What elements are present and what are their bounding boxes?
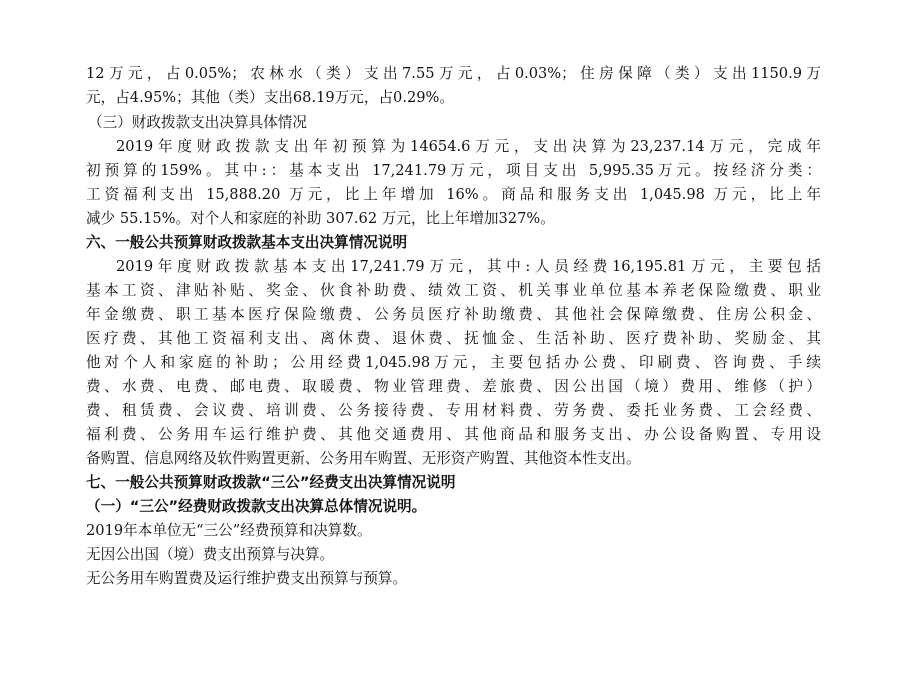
paragraph-line: 无因公出国（境）费支出预算与决算。: [86, 546, 335, 563]
paragraph-line: 年金缴费、职工基本医疗保险缴费、公务员医疗补助缴费、其他社会保障缴费、住房公积金、: [86, 306, 821, 323]
paragraph-line: 费、水费、电费、邮电费、取暖费、物业管理费、差旅费、因公出国（境）费用、维修（护）: [86, 378, 821, 395]
paragraph-line: 医疗费、其他工资福利支出、离休费、退休费、抚恤金、生活补助、医疗费补助、奖励金、其: [86, 330, 821, 347]
paragraph-line: 初预算的159%。其中:：基本支出 17,241.79万元，项目支出 5,995.35万元。按经济分类：: [86, 162, 821, 179]
paragraph-line: 基本工资、津贴补贴、奖金、伙食补助费、绩效工资、机关事业单位基本养老保险缴费、职业: [86, 282, 821, 299]
paragraph-line: 减少 55.15%。对个人和家庭的补助 307.62 万元，比上年增加327%。: [86, 210, 555, 227]
paragraph-line: 2019年本单位无“三公”经费预算和决算数。: [86, 522, 372, 539]
subsection-heading: （三）财政拨款支出决算具体情况: [88, 114, 307, 131]
paragraph-line: 费、租赁费、会议费、培训费、公务接待费、专用材料费、劳务费、委托业务费、工会经费、: [86, 402, 821, 419]
paragraph-line: 工资福利支出 15,888.20 万元，比上年增加 16%。商品和服务支出 1,045.98 万元，比上年: [86, 186, 821, 203]
paragraph-line: 元，占4.95%；其他（类）支出68.19万元，占0.29%。: [86, 89, 455, 106]
paragraph-line: 2019年度财政拨款支出年初预算为14654.6万元，支出决算为23,237.14万元，完成年: [116, 138, 821, 155]
subsection-heading-bold: （一）“三公”经费财政拨款支出决算总体情况说明。: [86, 498, 427, 515]
paragraph-line: 12万元，占0.05%；农林水（类）支出7.55万元，占0.03%；住房保障（类）支出1150.9万: [86, 65, 821, 82]
section-heading-six: 六、一般公共预算财政拨款基本支出决算情况说明: [86, 234, 408, 251]
section-heading-seven: 七、一般公共预算财政拨款“三公”经费支出决算情况说明: [86, 474, 456, 491]
paragraph-line: 福利费、公务用车运行维护费、其他交通费用、其他商品和服务支出、办公设备购置、专用设: [86, 426, 821, 443]
paragraph-line: 无公务用车购置费及运行维护费支出预算与预算。: [86, 570, 408, 587]
paragraph-line: 2019年度财政拨款基本支出17,241.79万元，其中:人员经费16,195.81万元，主要包括: [116, 258, 821, 275]
paragraph-line: 他对个人和家庭的补助；公用经费1,045.98万元，主要包括办公费、印刷费、咨询费、手续: [86, 354, 821, 371]
paragraph-line: 备购置、信息网络及软件购置更新、公务用车购置、无形资产购置、其他资本性支出。: [86, 450, 641, 467]
